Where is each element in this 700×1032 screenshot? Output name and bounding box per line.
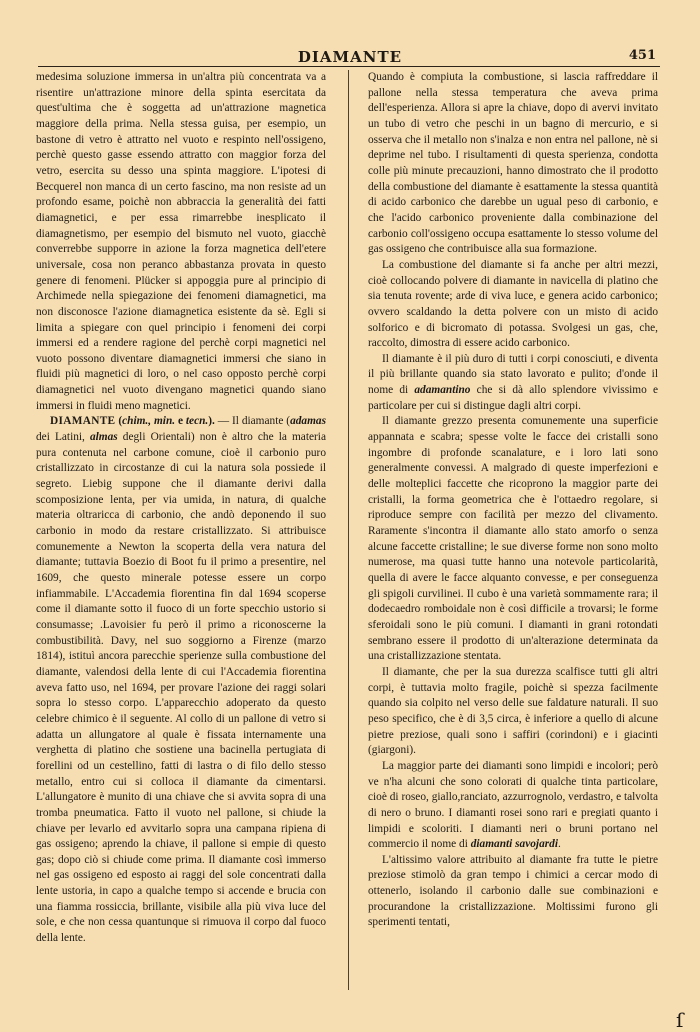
right-column [368,70,658,995]
paragraph: Il diamante, che per la sua durezza scalfisce tutti gli altri corpi, è tuttavia molto fragile, poichè si spezza facilmente quando sia colpito nel verso delle sue faldature naturali. Il suo peso specifico, che è di 3,5 circa, è inferiore a quello di alcune pietre preziose, quali sono i saffiri (corindoni) e i giacinti (giargoni). [368,665,658,757]
entry-paren-close: ). [208,415,215,428]
paragraph-text: La maggior parte dei diamanti sono limpidi e incolori; però ve n'ha alcuni che sono colorati di qualche tinta particolare, cioè di roseo, giallo,ranciato, azzurrognolo, verdastro, e talvolta di nero o bruno. I diamanti rosei sono rari e pregiati quanto i limpidi e scoloriti. I diamanti neri o bruni portano nel commercio il nome di [368,759,658,851]
entry-paren-and: e [175,415,186,428]
entry-abbrev: chim., min. [122,415,176,428]
paragraph-text: Il diamante è il più duro di tutti i corpi conosciuti, e diventa il più brillante quando sia stato lavorato e pulito; d'onde il nome di [368,352,658,397]
page-number: 451 [628,48,656,63]
paragraph: L'altissimo valore attribuito al diamante fra tutte le pietre preziose stimolò da gran tempo i chimici a cercar modo di ottenerlo, isolando il carbonio dalle sue combinazioni e procurandone la cristallizzazione. Moltissimi furono gli sperimenti tentati, [368,853,658,929]
term-adamantino: adamantino [414,384,471,397]
running-title: DIAMANTE [297,48,403,66]
entry-paren-open: ( [115,415,123,428]
entry-abbrev-2: tecn. [185,415,209,428]
term-savojardi: diamanti savojardi [470,838,558,851]
page-corner-mark: ſ [676,1008,684,1032]
entry-text: dei Latini, [36,431,90,444]
term-adamas: adamas [290,415,326,428]
header-rule [38,66,660,67]
paragraph: Quando è compiuta la combustione, si lascia raffreddare il pallone nella stessa temperatura che aveva prima dell'esperienza. Allora si apre la chiave, dopo di avervi invitato un tubo di vetro che peschi in un bagno di mercurio, e si osserva che il metallo non s'inalza e non entra nel pallone, nè si deprime nel tubo. I risultamenti di questa sperienza, condotta colle più minute precauzioni, hanno dimostrato che il prodotto della combustione del diamante è esattamente la stessa quantità di acido carbonico che darebbe un ugual peso di carbonio, e che l'acido carbonico proveniente dalla combinazione del carbonio coll'ossigeno occupa esattamente lo stesso volume del gas ossigeno che contribuisce alla sua formazione. [368,71,658,256]
term-almas: almas [89,431,118,444]
entry-headword: DIAMANTE [50,415,116,428]
column-divider [348,70,349,990]
paragraph [368,759,658,853]
paragraph: medesima soluzione immersa in un'altra più concentrata va a risentire un'attrazione minore della spinta esercitata da quest'ultima che è soggetta ad un'attrazione magnetica maggiore della prima. Nella stessa guisa, per esempio, un bastone di vetro è attratto nel vuoto e respinto nell'ossigeno, perchè questo gasse essendo attratto con maggior forza del vetro, esercita su desso una spinta maggiore. L'ipotesi di Becquerel non manca di un certo fascino, ma non resiste ad un profondo esame, poichè non abbraccia la generalità dei fatti diamagnetici, e per essa rimarrebbe inesplicato il diamagnetismo, per esempio del bismuto nel vuoto, giacchè converrebbe supporre in azione la forza magnetica dell'etere universale, cosa non peranco abbastanza provata in questo genere di fenomeni. Plücker si appoggia pure al principio di Archimede nella spiegazione dei fenomeni diamagnetici, ma non disconosce l'azione diamagnetica esistente da sè. Egli si limita a spiegare con quel principio i fenomeni dei corpi immersi ed a rendere ragione del perchè corpi magnetici nel vuoto possono diventare diamagnetici immersi che siano in fluidi più magnetici di loro, o nel caso opposto perchè corpi diamagnetici nel vuoto divengano magnetici quando siano immersi in fluidi meno magnetici. [36,71,326,412]
left-column [36,70,326,995]
entry-paragraph [36,414,326,946]
entry-text: degli Orientali) non è altro che la materia pura contenuta nel carbone comune, cioè il carbonio puro cristallizzato in circostanze di cui la natura sola possiede il segreto. Liebig suppone che il diamante derivi dalla scomposizione lenta, per via umida, in natura, di qualche materia oltraricca di carbonio, che andò deponendo il suo carbonio in modo da restare cristallizzato. Si attribuisce comunemente a Newton la scoperta della vera natura del diamante; tuttavia Boezio di Boot fu il primo a presentire, nel 1609, che questo minerale potesse essere un corpo infiammabile. L'Accademia fiorentina fin dal 1694 scoperse come il diamante sotto il fuoco di un forte specchio ustorio si consumasse; .Lavoisier fu però il primo a riconoscerne la combustibilità. Davy, nel suo soggiorno a Firenze (marzo 1814), istituì ancora parecchie sperienze sulla combustione del diamante, valendosi della lente di cui l'Accademia fiorentina aveva fatto uso, nel 1694, per provare l'azione dei raggi solari sopra lo stesso corpo. L'apparecchio adoperato da questo celebre chimico è il seguente. Al collo di un pallone di vetro si adatta un allungatore al quale è fissata internamente una verghetta di platino che sostiene una bacinella pertugiata di forellini od un cestellino, fatti di lastra o di filo dello stesso metallo, entro cui si colloca il diamante da cimentarsi. L'allungatore è munito di una chiave che si avvita sopra di una tromba pneumatica. Fatto il vuoto nel pallone, si chiude la chiave per levarlo ed avvitarlo sopra una campana ripiena di gas ossigeno; aprendo la chiave, il pallone si empie di questo gas; dopo ciò si chiude come prima. Il diamante così immerso nel gas ossigeno ed esposto ai raggi del sole concentrati dalla lente ustoria, in capo a qualche tempo si accende e brucia con una fiamma rossiccia, brillante, visibile alla più viva luce del sole, e che non cessa quantunque si rimuova il corpo dal fuoco della lente. [36,431,326,945]
paragraph: Il diamante grezzo presenta comunemente una superficie appannata e scabra; spesse volte le facce dei cristalli sono ingombre di profonde scanalature, e i loro lati sono generalmente convessi. A malgrado di queste imperfezioni e delle molteplici faccette che ricoprono la maggior parte dei cristalli, la forma geometrica che è l'ottaedro regolare, si riproduce sempre con facilità per mezzo del clivamento. Raramente s'incontra il diamante allo stato amorfo o senza alcune faccette cristalline; le sue diverse forme non sono molto numerose, ma quasi tutte hanno una notevole particolarità, quella di avere le facce alquanto convesse, e per conseguenza gli spigoli curvilinei. Il cubo è una varietà sommamente rara; il dodecaedro romboidale non è così difficile a trovarsi; le forme sferoidali sono le più comuni. I diamanti in grani rotondati sembrano essere il prodotto di un'alterazione determinata da una cristallizzazione stentata. [368,415,658,663]
paragraph: La combustione del diamante si fa anche per altri mezzi, cioè collocando polvere di diamante in navicella di platino che sia tenuta rovente; arde di viva luce, e genera acido carbonico; ovvero scaldando la detta polvere con un misto di acido solforico e di bicromato di potassa. Svolgesi un gas, che, raccolto, dimostra di essere acido carbonico. [368,258,658,350]
paragraph-text: che si dà allo splendore vivissimo e particolare per cui si distingue dagli altri corpi. [368,384,658,412]
paragraph-text: . [558,838,561,851]
entry-text: — Il diamante ( [214,415,291,428]
paragraph [368,352,658,415]
